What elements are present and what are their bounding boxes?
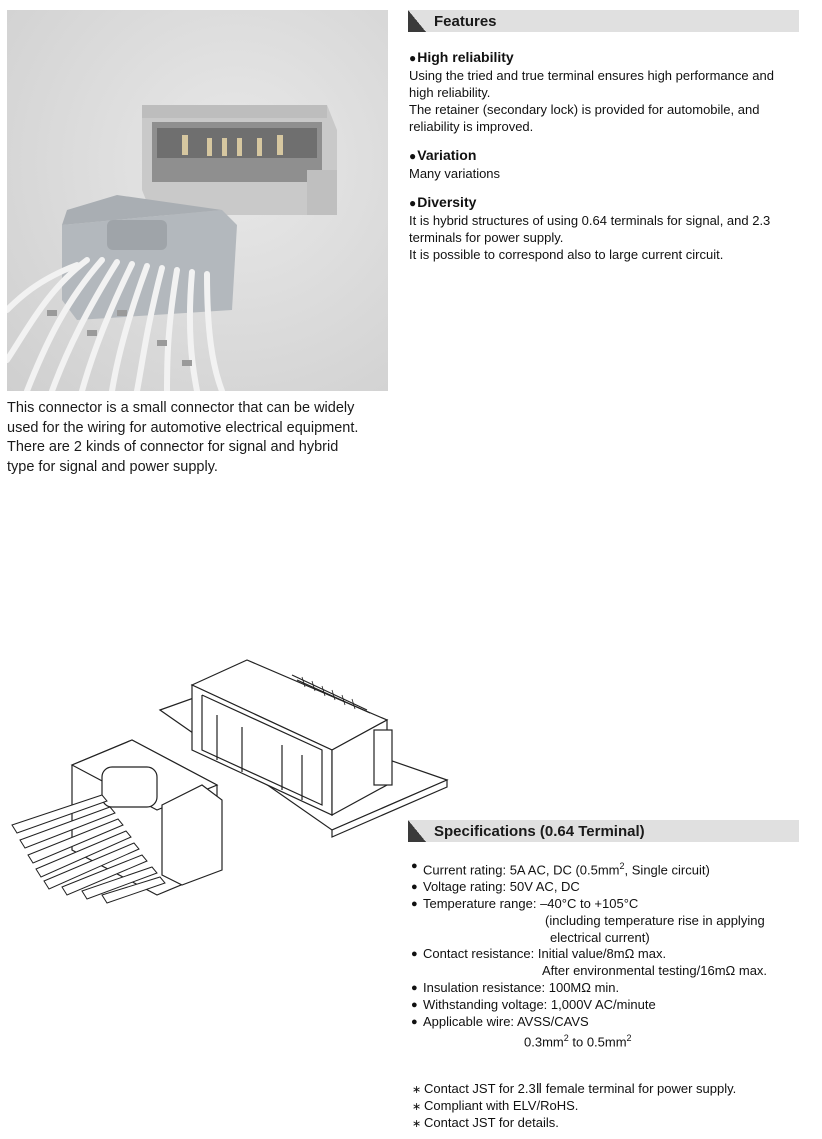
bullet-icon: ● bbox=[409, 149, 417, 163]
intro-line: type for signal and power supply. bbox=[7, 458, 218, 475]
bullet-icon: ● bbox=[411, 1015, 418, 1028]
spec-text: Contact resistance: Initial value/8mΩ max. bbox=[423, 946, 667, 962]
specs-header bbox=[408, 820, 799, 842]
feature-line: It is possible to correspond also to large current circuit. bbox=[409, 247, 724, 262]
specs-list bbox=[409, 858, 809, 1051]
feature-line: reliability is improved. bbox=[409, 119, 534, 134]
feature-line: high reliability. bbox=[409, 85, 491, 100]
spec-voltage bbox=[409, 879, 809, 896]
spec-text: to 0.5mm bbox=[568, 1034, 627, 1050]
spec-text: Applicable wire: AVSS/CAVS bbox=[423, 1013, 589, 1029]
note-text: Contact JST for 2.3Ⅱ female terminal for power supply. bbox=[424, 1081, 737, 1096]
spec-continuation bbox=[409, 1030, 809, 1051]
intro-line: There are 2 kinds of connector for signal and hybrid bbox=[7, 439, 339, 455]
spec-text: , Single circuit) bbox=[624, 862, 710, 878]
feature-line: terminals for power supply. bbox=[409, 230, 564, 245]
bullet-icon: ● bbox=[411, 948, 418, 961]
spec-continuation: electrical current) bbox=[550, 929, 650, 945]
bullet-icon: ● bbox=[411, 860, 418, 872]
feature-title: High reliability bbox=[417, 49, 514, 65]
feature-item bbox=[409, 194, 801, 263]
feature-line: The retainer (secondary lock) is provided for automobile, and bbox=[409, 102, 760, 117]
header-triangle-icon bbox=[408, 820, 426, 842]
spec-continuation: (including temperature rise in applying bbox=[545, 912, 765, 928]
bullet-icon: ● bbox=[411, 998, 418, 1011]
spec-text: Insulation resistance: 100MΩ min. bbox=[423, 979, 620, 995]
spec-text: 0.3mm bbox=[524, 1034, 564, 1050]
asterisk-icon: ∗ bbox=[412, 1117, 422, 1130]
specs-title: Specifications (0.64 Terminal) bbox=[434, 822, 645, 840]
features-header bbox=[408, 10, 799, 32]
spec-withstanding bbox=[409, 997, 809, 1014]
feature-line: It is hybrid structures of using 0.64 terminals for signal, and 2.3 bbox=[409, 213, 771, 228]
spec-text: Temperature range: –40°C to +105°C bbox=[423, 895, 639, 911]
feature-item bbox=[409, 147, 801, 182]
feature-line: Using the tried and true terminal ensures high performance and bbox=[409, 68, 774, 83]
superscript: 2 bbox=[563, 1033, 569, 1044]
bullet-icon: ● bbox=[409, 196, 417, 210]
asterisk-icon: ∗ bbox=[412, 1084, 422, 1096]
superscript: 2 bbox=[619, 861, 625, 871]
intro-line: This connector is a small connector that can be widely bbox=[7, 400, 355, 416]
note-item bbox=[412, 1098, 812, 1115]
features-list bbox=[409, 49, 801, 275]
spec-temperature bbox=[409, 896, 809, 913]
note-item bbox=[412, 1081, 812, 1098]
bullet-icon: ● bbox=[411, 981, 418, 994]
note-text: Compliant with ELV/RoHS. bbox=[424, 1097, 579, 1113]
spec-text: Current rating: 5A AC, DC (0.5mm bbox=[423, 862, 620, 878]
bullet-icon: ● bbox=[409, 51, 417, 65]
note-text: Contact JST for details. bbox=[424, 1114, 559, 1130]
superscript: 2 bbox=[626, 1033, 632, 1044]
feature-line: Many variations bbox=[409, 166, 501, 181]
asterisk-icon: ∗ bbox=[412, 1100, 422, 1113]
bullet-icon: ● bbox=[411, 897, 418, 910]
feature-title: Diversity bbox=[417, 194, 477, 210]
spec-insulation bbox=[409, 980, 809, 997]
connector-line-drawing bbox=[2, 655, 450, 905]
spec-contact-resistance bbox=[409, 946, 809, 963]
connector-drawing-graphic bbox=[2, 655, 450, 905]
notes-list bbox=[412, 1081, 812, 1131]
feature-title: Variation bbox=[417, 147, 477, 163]
spec-continuation: After environmental testing/16mΩ max. bbox=[542, 963, 768, 979]
spec-wire bbox=[409, 1014, 809, 1031]
spec-text: Voltage rating: 50V AC, DC bbox=[423, 879, 580, 895]
connector-photo-graphic bbox=[7, 10, 388, 391]
connector-photo bbox=[7, 10, 388, 391]
spec-text: Withstanding voltage: 1,000V AC/minute bbox=[423, 996, 656, 1012]
intro-text bbox=[7, 399, 387, 477]
bullet-icon: ● bbox=[411, 881, 418, 894]
header-triangle-icon bbox=[408, 10, 426, 32]
spec-current bbox=[409, 858, 809, 879]
intro-line: used for the wiring for automotive electrical equipment. bbox=[7, 419, 359, 436]
note-item bbox=[412, 1115, 812, 1132]
features-title: Features bbox=[434, 12, 497, 30]
feature-item bbox=[409, 49, 801, 135]
